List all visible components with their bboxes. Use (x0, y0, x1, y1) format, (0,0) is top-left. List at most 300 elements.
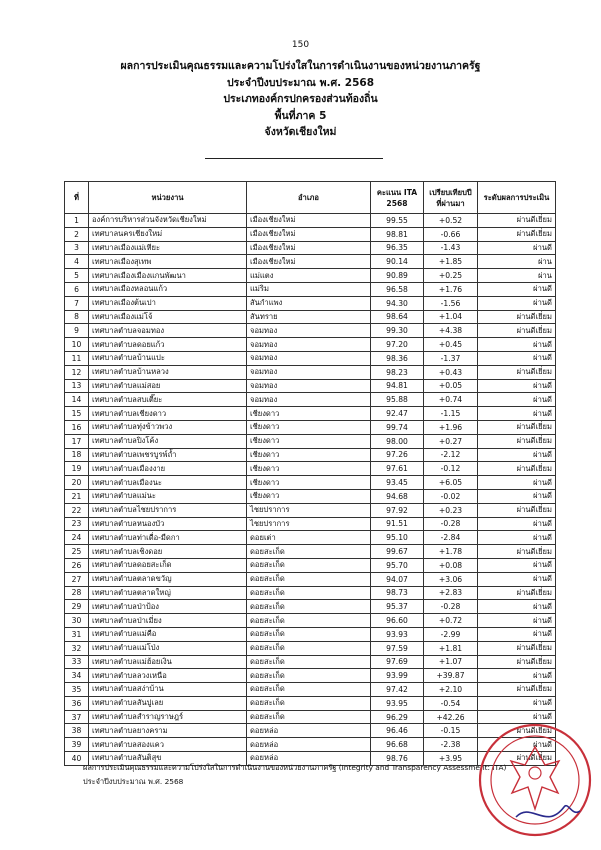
table-row (65, 655, 556, 669)
agency-name: องค์การบริหารส่วนจังหวัดเชียงใหม่ (89, 214, 247, 228)
district-name: ดอยสะเก็ด (247, 545, 371, 559)
row-number: 7 (65, 296, 89, 310)
row-number: 14 (65, 393, 89, 407)
row-number: 36 (65, 696, 89, 710)
seal-garuda-emblem (511, 747, 559, 809)
score-change: +1.07 (424, 655, 478, 669)
header-no: ที่ (65, 182, 89, 214)
ita-score: 97.59 (371, 641, 424, 655)
district-name: จอมทอง (247, 338, 371, 352)
ita-score: 94.68 (371, 489, 424, 503)
district-name: ดอยสะเก็ด (247, 669, 371, 683)
ita-score: 99.74 (371, 420, 424, 434)
score-change: -0.66 (424, 227, 478, 241)
footnote-line-2: ประจำปีงบประมาณ พ.ศ. 2568 (83, 777, 184, 786)
score-change: +4.38 (424, 324, 478, 338)
score-change: -0.28 (424, 517, 478, 531)
row-number: 20 (65, 476, 89, 490)
assessment-level: ผ่านดีเยี่ยม (478, 420, 556, 434)
row-number: 13 (65, 379, 89, 393)
district-name: ดอยเต่า (247, 531, 371, 545)
ita-score: 93.45 (371, 476, 424, 490)
assessment-level: ผ่านดี (478, 448, 556, 462)
score-change: -2.99 (424, 627, 478, 641)
assessment-level: ผ่านดี (478, 241, 556, 255)
ita-score: 90.89 (371, 269, 424, 283)
district-name: จอมทอง (247, 393, 371, 407)
row-number: 28 (65, 586, 89, 600)
row-number: 6 (65, 282, 89, 296)
assessment-level: ผ่านดี (478, 738, 556, 752)
ita-score: 96.46 (371, 724, 424, 738)
header-fiscal-year: ประจำปีงบประมาณ พ.ศ. 2568 (226, 76, 375, 89)
agency-name: เทศบาลตำบลปิงโค้ง (89, 434, 247, 448)
district-name: ดอยสะเก็ด (247, 641, 371, 655)
score-change: +39.87 (424, 669, 478, 683)
row-number: 37 (65, 710, 89, 724)
district-name: ดอยสะเก็ด (247, 558, 371, 572)
agency-name: เทศบาลตำบลป่าป้อง (89, 600, 247, 614)
district-name: สันกำแพง (247, 296, 371, 310)
table-row (65, 420, 556, 434)
district-name: แม่ริม (247, 282, 371, 296)
score-change: -1.37 (424, 351, 478, 365)
score-change: +0.52 (424, 214, 478, 228)
score-change: +3.06 (424, 572, 478, 586)
district-name: เชียงดาว (247, 448, 371, 462)
district-name: ดอยหล่อ (247, 752, 371, 766)
ita-score: 96.60 (371, 614, 424, 628)
ita-score: 94.81 (371, 379, 424, 393)
agency-name: เทศบาลตำบลป่าเมี่ยง (89, 614, 247, 628)
header-level: ระดับผลการประเมิน (478, 182, 556, 214)
row-number: 15 (65, 407, 89, 421)
assessment-level: ผ่านดีเยี่ยม (478, 214, 556, 228)
ita-score: 99.30 (371, 324, 424, 338)
ita-score: 91.51 (371, 517, 424, 531)
header-diff: เปรียบเทียบปีที่ผ่านมา (424, 182, 478, 214)
district-name: แม่แตง (247, 269, 371, 283)
table-row (65, 448, 556, 462)
assessment-level: ผ่านดีเยี่ยม (478, 462, 556, 476)
score-change: +0.72 (424, 614, 478, 628)
assessment-level: ผ่านดี (478, 296, 556, 310)
district-name: ดอยสะเก็ด (247, 600, 371, 614)
assessment-level: ผ่านดี (478, 407, 556, 421)
row-number: 10 (65, 338, 89, 352)
table-row (65, 503, 556, 517)
table-row (65, 324, 556, 338)
ita-score: 96.35 (371, 241, 424, 255)
row-number: 34 (65, 669, 89, 683)
table-row (65, 641, 556, 655)
score-change: +42.26 (424, 710, 478, 724)
agency-name: เทศบาลตำบลบ้านแปะ (89, 351, 247, 365)
ita-score: 92.47 (371, 407, 424, 421)
table-row (65, 338, 556, 352)
assessment-level: ผ่าน (478, 255, 556, 269)
score-change: +0.05 (424, 379, 478, 393)
score-change: +3.95 (424, 752, 478, 766)
assessment-level: ผ่านดี (478, 558, 556, 572)
assessment-level: ผ่านดีเยี่ยม (478, 641, 556, 655)
district-name: เมืองเชียงใหม่ (247, 255, 371, 269)
table-row (65, 531, 556, 545)
assessment-level: ผ่านดีเยี่ยม (478, 752, 556, 766)
agency-name: เทศบาลตำบลดอยแก้ว (89, 338, 247, 352)
score-change: -1.43 (424, 241, 478, 255)
row-number: 1 (65, 214, 89, 228)
district-name: ดอยสะเก็ด (247, 696, 371, 710)
row-number: 25 (65, 545, 89, 559)
score-change: +0.74 (424, 393, 478, 407)
score-change: -2.84 (424, 531, 478, 545)
table-row (65, 255, 556, 269)
assessment-level: ผ่านดีเยี่ยม (478, 683, 556, 697)
district-name: เชียงดาว (247, 434, 371, 448)
district-name: จอมทอง (247, 324, 371, 338)
score-change: +0.25 (424, 269, 478, 283)
assessment-level: ผ่านดีเยี่ยม (478, 324, 556, 338)
header-province: จังหวัดเชียงใหม่ (264, 126, 337, 138)
agency-name: เทศบาลนครเชียงใหม่ (89, 227, 247, 241)
footnote-line-1: ผลการประเมินคุณธรรมและความโปร่งใสในการดำเนินงานของหน่วยงานภาครัฐ (Integrity and Transparency Assessment: ITA) (83, 763, 507, 772)
score-change: +6.05 (424, 476, 478, 490)
ita-score: 97.26 (371, 448, 424, 462)
score-change: +1.85 (424, 255, 478, 269)
agency-name: เทศบาลตำบลตลาดขวัญ (89, 572, 247, 586)
ita-score: 98.81 (371, 227, 424, 241)
ita-score: 93.95 (371, 696, 424, 710)
header-score: คะแนน ITA 2568 (371, 182, 424, 214)
assessment-level: ผ่านดีเยี่ยม (478, 724, 556, 738)
table-row (65, 572, 556, 586)
row-number: 40 (65, 752, 89, 766)
seal-outer-ring (480, 725, 590, 835)
agency-name: เทศบาลตำบลบ้านหลวง (89, 365, 247, 379)
assessment-level: ผ่านดี (478, 669, 556, 683)
row-number: 2 (65, 227, 89, 241)
district-name: ดอยสะเก็ด (247, 710, 371, 724)
agency-name: เทศบาลตำบลไชยปราการ (89, 503, 247, 517)
assessment-level: ผ่านดี (478, 379, 556, 393)
row-number: 5 (65, 269, 89, 283)
district-name: เชียงดาว (247, 476, 371, 490)
ita-score: 95.37 (371, 600, 424, 614)
table-row (65, 227, 556, 241)
assessment-level: ผ่านดีเยี่ยม (478, 586, 556, 600)
agency-name: เทศบาลตำบลแม่คือ (89, 627, 247, 641)
table-row (65, 296, 556, 310)
district-name: เชียงดาว (247, 489, 371, 503)
ita-score: 99.67 (371, 545, 424, 559)
ita-score: 94.07 (371, 572, 424, 586)
district-name: ดอยสะเก็ด (247, 683, 371, 697)
table-row (65, 407, 556, 421)
score-change: +0.23 (424, 503, 478, 517)
table-row (65, 614, 556, 628)
assessment-level: ผ่านดีเยี่ยม (478, 655, 556, 669)
agency-name: เทศบาลเมืองสุเทพ (89, 255, 247, 269)
agency-name: เทศบาลตำบลสบเตี๊ยะ (89, 393, 247, 407)
score-change: -0.15 (424, 724, 478, 738)
row-number: 29 (65, 600, 89, 614)
assessment-level: ผ่านดีเยี่ยม (478, 365, 556, 379)
ita-score: 98.64 (371, 310, 424, 324)
ita-score: 97.42 (371, 683, 424, 697)
row-number: 22 (65, 503, 89, 517)
assessment-level: ผ่านดี (478, 393, 556, 407)
table-row (65, 310, 556, 324)
ita-score: 94.30 (371, 296, 424, 310)
district-name: ดอยสะเก็ด (247, 655, 371, 669)
score-change: +0.43 (424, 365, 478, 379)
score-change: -0.28 (424, 600, 478, 614)
agency-name: เทศบาลตำบลเพชรบูรพ์ถ้ำ (89, 448, 247, 462)
document-header (0, 58, 601, 141)
agency-name: เทศบาลตำบลสง่าบ้าน (89, 683, 247, 697)
table-row (65, 517, 556, 531)
ita-score: 98.00 (371, 434, 424, 448)
assessment-level: ผ่านดี (478, 531, 556, 545)
row-number: 23 (65, 517, 89, 531)
table-row (65, 214, 556, 228)
header-divider (205, 158, 383, 159)
score-change: -0.12 (424, 462, 478, 476)
agency-name: เทศบาลตำบลลวงเหนือ (89, 669, 247, 683)
ita-score: 96.58 (371, 282, 424, 296)
score-change: +1.81 (424, 641, 478, 655)
score-change: +1.76 (424, 282, 478, 296)
score-change: +1.96 (424, 420, 478, 434)
assessment-level: ผ่านดีเยี่ยม (478, 227, 556, 241)
row-number: 18 (65, 448, 89, 462)
table-row (65, 558, 556, 572)
ita-score: 95.88 (371, 393, 424, 407)
ita-score: 93.93 (371, 627, 424, 641)
assessment-level: ผ่านดีเยี่ยม (478, 545, 556, 559)
agency-name: เทศบาลตำบลสำราญราษฎร์ (89, 710, 247, 724)
row-number: 35 (65, 683, 89, 697)
assessment-level: ผ่านดี (478, 282, 556, 296)
agency-name: เทศบาลตำบลดอยสะเก็ด (89, 558, 247, 572)
score-change: +0.27 (424, 434, 478, 448)
table-row (65, 393, 556, 407)
assessment-level: ผ่านดี (478, 489, 556, 503)
assessment-level: ผ่านดี (478, 627, 556, 641)
row-number: 33 (65, 655, 89, 669)
agency-name: เทศบาลตำบลเมืองงาย (89, 462, 247, 476)
ita-score: 96.68 (371, 738, 424, 752)
row-number: 21 (65, 489, 89, 503)
table-row (65, 669, 556, 683)
district-name: ไชยปราการ (247, 517, 371, 531)
district-name: ดอยสะเก็ด (247, 627, 371, 641)
row-number: 38 (65, 724, 89, 738)
header-title: ผลการประเมินคุณธรรมและความโปร่งใสในการดำเนินงานของหน่วยงานภาครัฐ (120, 60, 481, 72)
agency-name: เทศบาลตำบลเชียงดาว (89, 407, 247, 421)
agency-name: เทศบาลเมืองแม่โจ้ (89, 310, 247, 324)
header-organization-type: ประเภทองค์กรปกครองส่วนท้องถิ่น (223, 93, 378, 105)
page-number: 150 (291, 40, 310, 50)
ita-score: 95.70 (371, 558, 424, 572)
score-change: +1.04 (424, 310, 478, 324)
agency-name: เทศบาลตำบลสองแคว (89, 738, 247, 752)
district-name: เมืองเชียงใหม่ (247, 227, 371, 241)
row-number: 17 (65, 434, 89, 448)
agency-name: เทศบาลตำบลเมืองนะ (89, 476, 247, 490)
row-number: 32 (65, 641, 89, 655)
assessment-level: ผ่าน (478, 269, 556, 283)
agency-name: เทศบาลตำบลหนองบัว (89, 517, 247, 531)
header-agency: หน่วยงาน (89, 182, 247, 214)
district-name: ไชยปราการ (247, 503, 371, 517)
row-number: 12 (65, 365, 89, 379)
table-header-row (65, 182, 556, 214)
score-change: -1.15 (424, 407, 478, 421)
row-number: 31 (65, 627, 89, 641)
row-number: 4 (65, 255, 89, 269)
district-name: ดอยสะเก็ด (247, 614, 371, 628)
agency-name: เทศบาลตำบลท่าเดื่อ-มืดกา (89, 531, 247, 545)
handwritten-signature (516, 806, 580, 817)
district-name: ดอยสะเก็ด (247, 586, 371, 600)
table-row (65, 627, 556, 641)
agency-name: เทศบาลตำบลทุ่งข้าวพวง (89, 420, 247, 434)
agency-name: เทศบาลเมืองหลอนแก้ว (89, 282, 247, 296)
ita-score: 95.10 (371, 531, 424, 545)
header-region: พื้นที่ภาค 5 (274, 109, 327, 122)
ita-score: 98.36 (371, 351, 424, 365)
score-change: -1.56 (424, 296, 478, 310)
score-change: -2.38 (424, 738, 478, 752)
agency-name: เทศบาลตำบลแม่ฮ้อยเงิน (89, 655, 247, 669)
table-row (65, 586, 556, 600)
district-name: เชียงดาว (247, 462, 371, 476)
assessment-level: ผ่านดี (478, 517, 556, 531)
assessment-level: ผ่านดี (478, 351, 556, 365)
ita-score: 96.29 (371, 710, 424, 724)
score-change: -2.12 (424, 448, 478, 462)
table-row (65, 600, 556, 614)
agency-name: เทศบาลตำบลเชิงดอย (89, 545, 247, 559)
district-name: เมืองเชียงใหม่ (247, 214, 371, 228)
score-change: -0.54 (424, 696, 478, 710)
table-row (65, 462, 556, 476)
ita-score: 97.69 (371, 655, 424, 669)
assessment-level: ผ่านดีเยี่ยม (478, 310, 556, 324)
table-row (65, 545, 556, 559)
assessment-level: ผ่านดี (478, 338, 556, 352)
table-row (65, 489, 556, 503)
district-name: เชียงดาว (247, 407, 371, 421)
ita-score: 99.55 (371, 214, 424, 228)
agency-name: เทศบาลตำบลแม่สอย (89, 379, 247, 393)
district-name: ดอยหล่อ (247, 724, 371, 738)
ita-score: 98.23 (371, 365, 424, 379)
agency-name: เทศบาลเมืองเมืองแกนพัฒนา (89, 269, 247, 283)
agency-name: เทศบาลตำบลแม่โป่ง (89, 641, 247, 655)
score-change: +1.78 (424, 545, 478, 559)
district-name: จอมทอง (247, 365, 371, 379)
assessment-level: ผ่านดี (478, 476, 556, 490)
table-row (65, 434, 556, 448)
ita-score: 93.99 (371, 669, 424, 683)
row-number: 8 (65, 310, 89, 324)
district-name: ดอยหล่อ (247, 738, 371, 752)
table-row (65, 351, 556, 365)
district-name: จอมทอง (247, 351, 371, 365)
ita-score: 98.73 (371, 586, 424, 600)
agency-name: เทศบาลเมืองแม่เหียะ (89, 241, 247, 255)
assessment-level: ผ่านดีเยี่ยม (478, 503, 556, 517)
table-row (65, 365, 556, 379)
header-district: อำเภอ (247, 182, 371, 214)
row-number: 30 (65, 614, 89, 628)
row-number: 27 (65, 572, 89, 586)
district-name: ดอยสะเก็ด (247, 572, 371, 586)
ita-score: 90.14 (371, 255, 424, 269)
agency-name: เทศบาลตำบลยางคราม (89, 724, 247, 738)
ita-score: 97.92 (371, 503, 424, 517)
district-name: เมืองเชียงใหม่ (247, 241, 371, 255)
seal-emblem-head (529, 767, 541, 779)
table-row (65, 683, 556, 697)
ita-results-table (64, 181, 556, 766)
row-number: 16 (65, 420, 89, 434)
score-change: -0.02 (424, 489, 478, 503)
row-number: 26 (65, 558, 89, 572)
table-body (65, 214, 556, 766)
table-row (65, 476, 556, 490)
score-change: +2.83 (424, 586, 478, 600)
table-row (65, 269, 556, 283)
table-row (65, 696, 556, 710)
agency-name: เทศบาลตำบลสันปูเลย (89, 696, 247, 710)
assessment-level: ผ่านดี (478, 600, 556, 614)
agency-name: เทศบาลเมืองต้นเปา (89, 296, 247, 310)
assessment-level: ผ่านดี (478, 696, 556, 710)
score-change: +0.45 (424, 338, 478, 352)
assessment-level: ผ่านดี (478, 614, 556, 628)
district-name: เชียงดาว (247, 420, 371, 434)
footnote (83, 761, 506, 789)
agency-name: เทศบาลตำบลสันติสุข (89, 752, 247, 766)
ita-score: 97.20 (371, 338, 424, 352)
score-change: +2.10 (424, 683, 478, 697)
row-number: 3 (65, 241, 89, 255)
agency-name: เทศบาลตำบลแม่นะ (89, 489, 247, 503)
table-row (65, 282, 556, 296)
row-number: 24 (65, 531, 89, 545)
table-row (65, 241, 556, 255)
agency-name: เทศบาลตำบลตลาดใหญ่ (89, 586, 247, 600)
row-number: 39 (65, 738, 89, 752)
agency-name: เทศบาลตำบลจอมทอง (89, 324, 247, 338)
row-number: 19 (65, 462, 89, 476)
row-number: 11 (65, 351, 89, 365)
ita-score: 98.76 (371, 752, 424, 766)
district-name: จอมทอง (247, 379, 371, 393)
official-seal (476, 721, 594, 839)
assessment-level: ผ่านดีเยี่ยม (478, 434, 556, 448)
table-row (65, 379, 556, 393)
assessment-level: ผ่านดี (478, 572, 556, 586)
score-change: +0.08 (424, 558, 478, 572)
ita-score: 97.61 (371, 462, 424, 476)
assessment-level: ผ่านดี (478, 710, 556, 724)
district-name: สันทราย (247, 310, 371, 324)
